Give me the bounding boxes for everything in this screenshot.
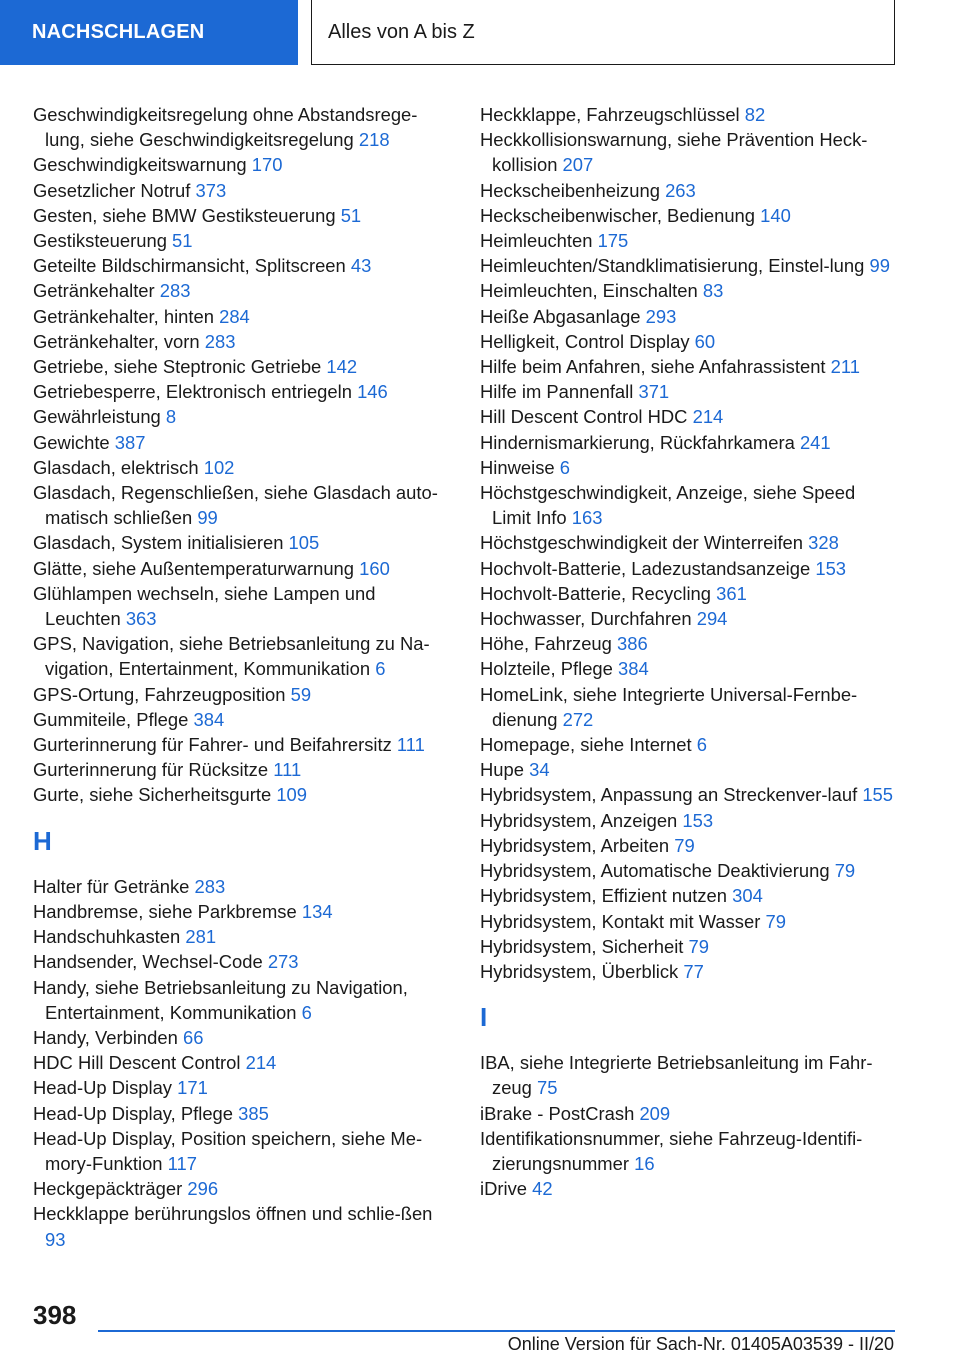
index-page-link[interactable]: 82	[744, 104, 766, 125]
index-entry	[33, 530, 451, 555]
index-page-link[interactable]: 371	[638, 381, 670, 403]
index-entry	[33, 757, 451, 782]
index-page-link[interactable]: 207	[562, 154, 594, 176]
index-entry	[33, 949, 451, 974]
index-entry-text: Höhe, Fahrzeug	[480, 633, 612, 655]
index-entry	[480, 253, 898, 278]
index-entry	[480, 858, 898, 883]
index-entry	[33, 404, 451, 429]
index-page-link[interactable]: 296	[187, 1178, 219, 1200]
index-entry	[480, 833, 898, 858]
index-page-link[interactable]: 77	[683, 960, 704, 982]
index-entry-text: Heckkollisionswarnung, siehe Prävention Heck-kollision	[480, 129, 868, 176]
index-entry	[33, 379, 451, 404]
index-entry-text: Heimleuchten, Einschalten	[480, 280, 698, 302]
index-entry-text: Gummiteile, Pflege	[33, 708, 189, 730]
footer-divider	[98, 1330, 895, 1332]
index-entry	[480, 203, 898, 228]
index-entry-text: Hupe	[480, 759, 524, 781]
index-page-link[interactable]: 175	[597, 230, 629, 252]
index-entry	[33, 682, 451, 707]
index-page-link[interactable]: 171	[177, 1077, 208, 1099]
index-page-link[interactable]: 387	[114, 431, 146, 453]
index-entry	[480, 732, 898, 757]
index-page-link[interactable]: 241	[799, 431, 831, 453]
index-entry	[480, 581, 898, 606]
index-entry-text: Head-Up Display	[33, 1077, 173, 1099]
index-entry	[480, 909, 898, 934]
index-entry	[480, 530, 898, 555]
index-entry-text: Gesetzlicher Notruf	[33, 179, 191, 201]
index-entry	[480, 656, 898, 681]
index-entry	[33, 924, 451, 949]
index-page-link[interactable]: 283	[204, 330, 236, 352]
index-page-link[interactable]: 373	[195, 179, 227, 201]
index-entry-text: Höchstgeschwindigkeit der Winterreifen	[480, 532, 804, 554]
index-page-link[interactable]: 294	[696, 608, 728, 630]
index-page-link[interactable]: 283	[194, 875, 226, 897]
index-page-link[interactable]: 79	[688, 935, 709, 957]
index-entry-text: Geschwindigkeitsregelung ohne Abstandsrege-lung, siehe Geschwindigkeitsregelung	[33, 104, 418, 151]
index-entry-text: HDC Hill Descent Control	[33, 1052, 241, 1074]
index-entry-text: Glasdach, Regenschließen, siehe Glasdach auto-matisch schließen	[33, 482, 438, 529]
index-entry-text: Gurte, siehe Sicherheitsgurte	[33, 784, 272, 806]
index-entry	[480, 178, 898, 203]
index-page-link[interactable]: 214	[245, 1052, 277, 1074]
index-page-link[interactable]: 6	[696, 734, 707, 756]
index-entry	[33, 556, 451, 581]
index-entry	[33, 581, 451, 631]
index-page-link[interactable]: 99	[197, 507, 218, 529]
index-page-link[interactable]: 83	[702, 280, 724, 302]
index-entry-text: Hybridsystem, Anpassung an Streckenver-lauf	[480, 784, 858, 806]
index-entry	[480, 278, 898, 303]
index-entry	[480, 606, 898, 631]
index-page-link[interactable]: 146	[357, 381, 388, 403]
index-page-link[interactable]: 211	[830, 356, 860, 378]
index-page-link[interactable]: 16	[634, 1152, 655, 1174]
index-entry	[480, 556, 898, 581]
index-page-link[interactable]: 385	[238, 1102, 269, 1124]
index-entry	[33, 203, 451, 228]
section-tab	[0, 0, 298, 65]
index-page-link[interactable]: 34	[529, 759, 550, 781]
index-entry-text: Hybridsystem, Anzeigen	[480, 809, 678, 831]
index-page-link[interactable]: 117	[167, 1152, 197, 1174]
index-entry-text: GPS, Navigation, siehe Betriebsanleitung zu Na-vigation, Entertainment, Kommunikation	[33, 633, 430, 680]
index-page-link[interactable]: 60	[694, 330, 716, 352]
index-entry-text: Heimleuchten/Standklimatisierung, Einstel-lung	[480, 255, 865, 277]
index-page-link[interactable]: 75	[537, 1077, 558, 1099]
index-entry	[480, 959, 898, 984]
index-entry-text: Homepage, siehe Internet	[480, 734, 692, 756]
index-entry	[33, 1201, 451, 1251]
index-entry	[480, 127, 898, 177]
index-entry-text: Hochwasser, Durchfahren	[480, 608, 692, 630]
index-entry-text: GPS-Ortung, Fahrzeugposition	[33, 683, 286, 705]
index-entry-text: Heckklappe, Fahrzeugschlüssel	[480, 104, 740, 125]
index-entry	[480, 934, 898, 959]
index-entry	[480, 757, 898, 782]
index-entry-text: IBA, siehe Integrierte Betriebsanleitung im Fahr-zeug	[480, 1052, 873, 1099]
index-page-link[interactable]: 293	[645, 305, 677, 327]
index-page-link[interactable]: 79	[834, 860, 856, 882]
index-entry-text: Höchstgeschwindigkeit, Anzeige, siehe Speed Limit Info	[480, 482, 856, 529]
index-entry	[33, 455, 451, 480]
index-page-link[interactable]: 273	[267, 951, 299, 973]
index-entry	[33, 228, 451, 253]
index-entry-text: Geteilte Bildschirmansicht, Splitscreen	[33, 255, 346, 277]
index-page-link[interactable]: 363	[125, 608, 157, 630]
index-page-link[interactable]: 160	[359, 557, 390, 579]
index-entry-text: Getriebesperre, Elektronisch entriegeln	[33, 381, 352, 403]
index-page-link[interactable]: 109	[276, 784, 307, 806]
index-page-link[interactable]: 111	[396, 734, 425, 756]
index-page-link[interactable]: 209	[639, 1102, 671, 1124]
index-entry	[480, 1126, 898, 1176]
index-entry-text: Heckgepäckträger	[33, 1178, 183, 1200]
index-page-link[interactable]: 153	[682, 809, 714, 831]
index-entry-text: Heckscheibenheizung	[480, 179, 660, 201]
index-page-link[interactable]: 42	[532, 1178, 553, 1200]
index-entry	[33, 102, 451, 152]
index-entry-text: Getränkehalter, hinten	[33, 305, 214, 327]
index-entry-text: Hochvolt-Batterie, Recycling	[480, 582, 711, 604]
index-entry-text: Hindernismarkierung, Rückfahrkamera	[480, 431, 795, 453]
index-page-link[interactable]: 214	[692, 406, 724, 428]
section-label: NACHSCHLAGEN	[32, 21, 205, 43]
index-entry	[480, 102, 898, 127]
index-entry-text: Hilfe beim Anfahren, siehe Anfahrassistent	[480, 356, 826, 378]
index-entry-text: Gestiksteuerung	[33, 230, 167, 252]
index-entry	[33, 707, 451, 732]
index-entry	[33, 1025, 451, 1050]
index-entry	[33, 430, 451, 455]
index-page-link[interactable]: 304	[732, 885, 763, 907]
index-entry-text: Head-Up Display, Position speichern, siehe Me-mory-Funktion	[33, 1127, 423, 1174]
index-entry-text: Gurterinnerung für Fahrer- und Beifahrersitz	[33, 734, 392, 756]
index-entry-text: Identifikationsnummer, siehe Fahrzeug-Identifi-zierungsnummer	[480, 1127, 863, 1174]
index-entry	[33, 304, 451, 329]
index-entry-text: Getränkehalter, vorn	[33, 330, 200, 352]
index-page-link[interactable]: 281	[185, 926, 217, 948]
index-entry-text: iBrake - PostCrash	[480, 1102, 635, 1124]
index-page-link[interactable]: 111	[273, 759, 302, 781]
index-entry	[33, 975, 451, 1025]
index-entry	[33, 1075, 451, 1100]
index-entry-text: Getriebe, siehe Steptronic Getriebe	[33, 356, 322, 378]
index-entry	[33, 732, 451, 757]
index-entry	[480, 304, 898, 329]
index-entry-text: Handschuhkasten	[33, 926, 181, 948]
index-entry-text: Hill Descent Control HDC	[480, 406, 688, 428]
index-page-link[interactable]: 8	[165, 406, 177, 428]
index-entry	[33, 329, 451, 354]
index-column-right	[480, 102, 898, 1201]
index-entry	[480, 329, 898, 354]
index-entry	[33, 152, 451, 177]
index-entry-text: Hilfe im Pannenfall	[480, 381, 634, 403]
index-entry	[480, 480, 898, 530]
index-page-link[interactable]: 283	[159, 280, 191, 302]
index-entry-text: Heimleuchten	[480, 230, 593, 252]
index-page-link[interactable]: 51	[340, 204, 362, 226]
index-entry	[480, 1176, 898, 1201]
index-page-link[interactable]: 134	[301, 900, 333, 922]
index-entry	[33, 899, 451, 924]
index-entry-text: Handbremse, siehe Parkbremse	[33, 900, 297, 922]
index-entry-text: Hybridsystem, Effizient nutzen	[480, 885, 728, 907]
index-entry-text: Heckscheibenwischer, Bedienung	[480, 204, 756, 226]
index-entry-text: Hybridsystem, Kontakt mit Wasser	[480, 910, 761, 932]
index-entry	[33, 1101, 451, 1126]
index-entry	[33, 1176, 451, 1201]
index-entry	[480, 455, 898, 480]
index-page-link[interactable]: 6	[375, 658, 386, 680]
index-page-link[interactable]: 384	[618, 658, 649, 680]
index-page-link[interactable]: 386	[617, 633, 648, 655]
index-page-link[interactable]: 218	[358, 129, 390, 151]
index-entry-text: Hybridsystem, Überblick	[480, 960, 679, 982]
index-page-link[interactable]: 79	[765, 910, 786, 932]
index-page-link[interactable]: 142	[326, 356, 358, 378]
index-entry	[33, 782, 451, 807]
index-entry	[480, 430, 898, 455]
index-entry	[480, 808, 898, 833]
index-entry-text: Hochvolt-Batterie, Ladezustandsanzeige	[480, 557, 811, 579]
index-entry-text: Hybridsystem, Arbeiten	[480, 834, 670, 856]
index-entry-text: Hinweise	[480, 456, 555, 478]
index-entry	[480, 1050, 898, 1100]
index-page-link[interactable]: 170	[251, 154, 283, 176]
index-page-link[interactable]: 328	[808, 532, 839, 554]
index-entry-text: Glühlampen wechseln, siehe Lampen und Leuchten	[33, 582, 376, 630]
index-entry	[33, 178, 451, 203]
index-page-link[interactable]: 93	[45, 1228, 66, 1250]
index-entry	[480, 631, 898, 656]
index-page-link[interactable]: 284	[219, 305, 250, 327]
index-entry	[480, 782, 898, 807]
index-page-link[interactable]: 6	[559, 456, 570, 478]
index-page-link[interactable]: 102	[203, 456, 235, 478]
index-entry-text: Heiße Abgasanlage	[480, 305, 641, 327]
index-entry-text: Handy, Verbinden	[33, 1026, 178, 1048]
index-entry	[480, 883, 898, 908]
page-header	[311, 0, 895, 65]
index-entry	[33, 1126, 451, 1176]
index-page-link[interactable]: 153	[815, 557, 847, 579]
index-letter-heading: I	[480, 1002, 488, 1033]
index-page-link[interactable]: 263	[665, 179, 696, 201]
index-entry	[480, 228, 898, 253]
index-entry-text: Hybridsystem, Sicherheit	[480, 935, 684, 957]
index-entry	[33, 874, 451, 899]
index-page-link[interactable]: 163	[571, 507, 603, 529]
index-entry-text: Holzteile, Pflege	[480, 658, 613, 680]
index-page-link[interactable]: 59	[290, 683, 312, 705]
page-number: 398	[33, 1300, 77, 1330]
index-entry-text: Halter für Getränke	[33, 875, 190, 897]
index-entry-text: Getränkehalter	[33, 280, 155, 302]
index-entry	[33, 253, 451, 278]
index-entry	[33, 354, 451, 379]
page-title: Alles von A bis Z	[328, 20, 475, 43]
index-entry	[33, 480, 451, 530]
index-entry-text: Gewichte	[33, 431, 110, 453]
index-entry	[480, 379, 898, 404]
index-entry	[480, 682, 898, 732]
index-entry	[480, 404, 898, 429]
index-entry-text: Helligkeit, Control Display	[480, 330, 690, 352]
index-column-left	[33, 102, 451, 1252]
index-page-link[interactable]: 51	[172, 230, 193, 252]
index-page-link[interactable]: 6	[301, 1001, 312, 1023]
index-entry-text: Heckklappe berührungslos öffnen und schlie-ßen	[33, 1203, 433, 1225]
index-entry	[33, 631, 451, 681]
index-entry-text: iDrive	[480, 1178, 528, 1200]
index-page-link[interactable]: 99	[869, 255, 890, 277]
index-page-link[interactable]: 384	[193, 708, 225, 730]
index-page-link[interactable]: 361	[716, 582, 747, 604]
index-page-link[interactable]: 140	[760, 204, 791, 226]
index-entry-text: Handsender, Wechsel-Code	[33, 951, 263, 973]
index-entry-text: Head-Up Display, Pflege	[33, 1102, 234, 1124]
index-entry-text: Glasdach, System initialisieren	[33, 532, 284, 554]
index-letter-heading: H	[33, 825, 52, 856]
index-page-link[interactable]: 272	[562, 708, 594, 730]
index-entry	[33, 278, 451, 303]
index-page-link[interactable]: 105	[288, 532, 320, 554]
index-page-link[interactable]: 43	[350, 255, 372, 277]
index-page-link[interactable]: 79	[674, 834, 695, 856]
index-page-link[interactable]: 155	[862, 784, 893, 806]
index-entry-text: HomeLink, siehe Integrierte Universal-Fernbe-dienung	[480, 683, 858, 730]
index-entry-text: Glätte, siehe Außentemperaturwarnung	[33, 557, 355, 579]
index-entry-text: Geschwindigkeitswarnung	[33, 154, 247, 176]
index-entry-text: Glasdach, elektrisch	[33, 456, 199, 478]
index-entry	[480, 354, 898, 379]
index-entry-text: Gesten, siehe BMW Gestiksteuerung	[33, 204, 336, 226]
index-entry	[480, 1101, 898, 1126]
index-page-link[interactable]: 66	[182, 1026, 204, 1048]
index-entry-text: Hybridsystem, Automatische Deaktivierung	[480, 860, 830, 882]
footer-version-text: Online Version für Sach-Nr. 01405A03539 - II/20	[507, 1334, 894, 1354]
index-entry	[33, 1050, 451, 1075]
index-entry-text: Handy, siehe Betriebsanleitung zu Navigation, Entertainment, Kommunikation	[33, 976, 408, 1023]
index-entry-text: Gewährleistung	[33, 406, 161, 428]
index-entry-text: Gurterinnerung für Rücksitze	[33, 759, 269, 781]
